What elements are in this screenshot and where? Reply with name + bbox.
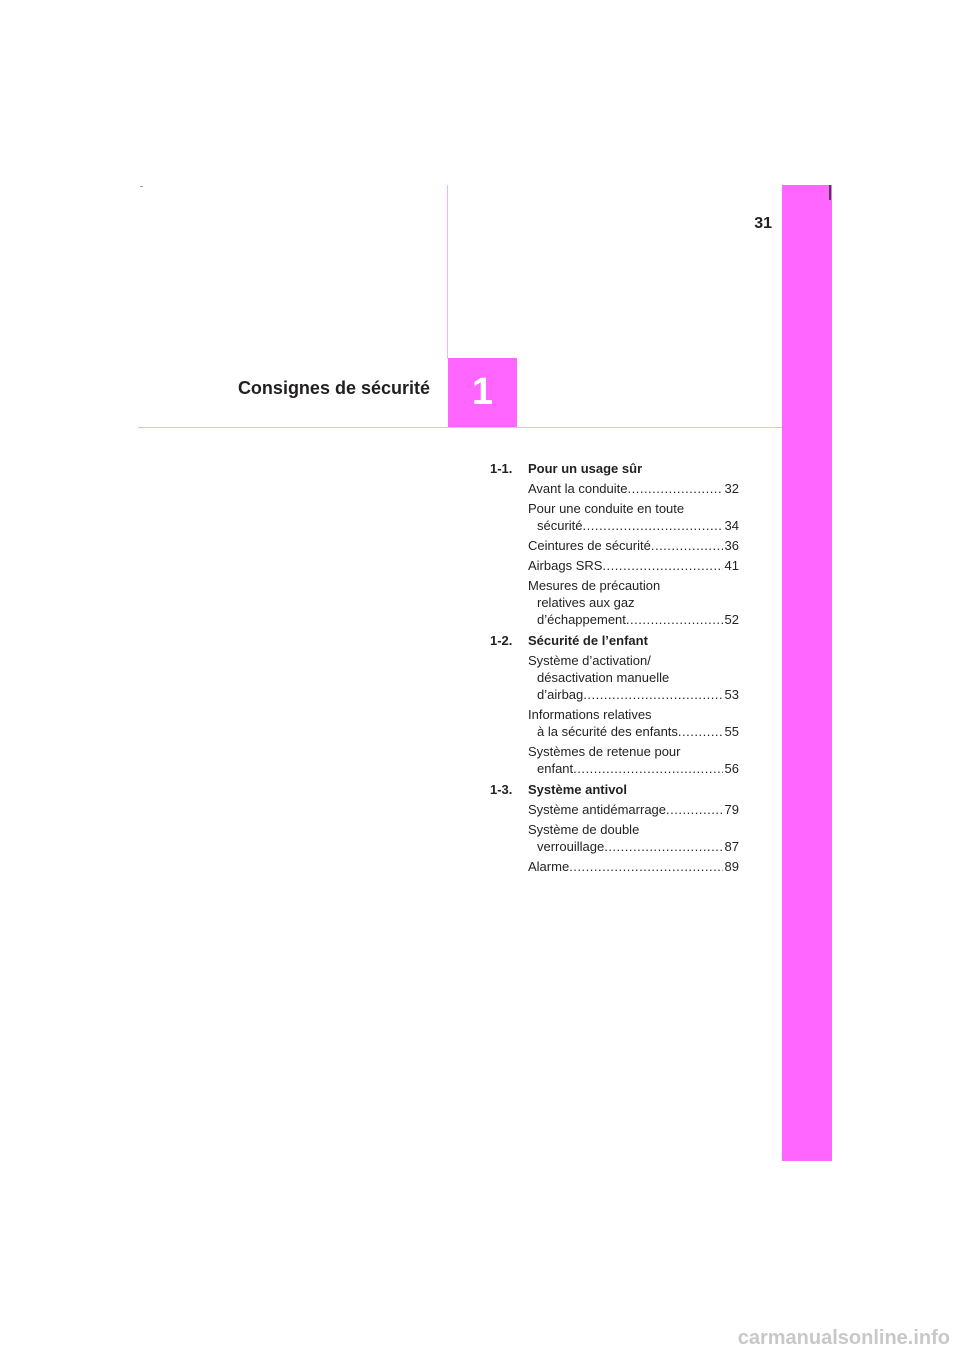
toc-entry-line <box>528 723 739 740</box>
toc-entry-line <box>528 611 739 628</box>
vertical-rule <box>447 185 448 359</box>
toc-entry-text: Système de double <box>528 822 640 837</box>
toc-entry-text: Airbags SRS <box>528 558 603 573</box>
chapter-number: 1 <box>471 371 494 413</box>
toc-entry[interactable] <box>528 537 739 554</box>
toc-entry[interactable] <box>528 577 739 628</box>
toc-entry-text: enfant <box>537 761 574 776</box>
crop-mark-right <box>829 185 831 200</box>
toc-entry-text: Système antidémarrage <box>528 802 667 817</box>
leader-dots <box>678 723 723 740</box>
page-number: 31 <box>754 215 772 232</box>
toc-entry[interactable] <box>528 480 739 497</box>
toc-entry-line <box>528 706 739 723</box>
toc-entry-text: à la sécurité des enfants <box>537 724 678 739</box>
toc-entry-line <box>528 537 739 554</box>
toc-page-number: 53 <box>724 687 739 702</box>
toc-entry-line <box>528 669 739 686</box>
section-number: 1-1. <box>490 461 513 476</box>
toc-entry-text: Informations relatives <box>528 707 652 722</box>
toc-entry-text: Avant la conduite <box>528 481 628 496</box>
toc-entry-text: Alarme <box>528 859 570 874</box>
toc-section <box>490 632 739 777</box>
toc-section <box>490 781 739 875</box>
toc-entry-line <box>528 594 739 611</box>
toc-entry-text: Pour une conduite en toute <box>528 501 685 516</box>
toc-entry-line <box>528 760 739 777</box>
toc-entry-text: Système d’activation/ <box>528 653 651 668</box>
leader-dots <box>602 557 722 574</box>
section-title: Système antivol <box>528 782 627 797</box>
section-number: 1-2. <box>490 633 513 648</box>
table-of-contents <box>490 460 739 879</box>
toc-page-number: 32 <box>724 481 739 496</box>
toc-section-heading[interactable] <box>490 460 739 477</box>
crop-mark <box>140 186 143 187</box>
toc-entry-line <box>528 480 739 497</box>
toc-entry-line <box>528 517 739 534</box>
toc-section-heading[interactable] <box>490 632 739 649</box>
toc-page-number: 56 <box>724 761 739 776</box>
toc-entry-line <box>528 500 739 517</box>
toc-entry[interactable] <box>528 858 739 875</box>
leader-dots <box>651 537 723 554</box>
section-title: Sécurité de l’enfant <box>528 633 648 648</box>
horizontal-rule <box>138 427 782 428</box>
toc-entry-line <box>528 858 739 875</box>
chapter-sidebar-tab <box>782 185 832 1161</box>
toc-page-number: 34 <box>724 518 739 533</box>
toc-entry-text: d’échappement <box>537 612 626 627</box>
toc-entry-line <box>528 838 739 855</box>
leader-dots <box>604 838 722 855</box>
toc-entry-text: Ceintures de sécurité <box>528 538 651 553</box>
leader-dots <box>573 760 722 777</box>
toc-page-number: 41 <box>724 558 739 573</box>
chapter-title: Consignes de sécurité <box>237 378 430 398</box>
leader-dots <box>583 686 722 703</box>
toc-page-number: 79 <box>724 802 739 817</box>
leader-dots <box>583 517 723 534</box>
toc-section-heading[interactable] <box>490 781 739 798</box>
toc-entry[interactable] <box>528 801 739 818</box>
toc-entry-text: sécurité <box>537 518 583 533</box>
leader-dots <box>626 611 723 628</box>
watermark: carmanualsonline.info <box>737 1327 950 1349</box>
toc-entry[interactable] <box>528 706 739 740</box>
chapter-number-box <box>448 358 517 427</box>
toc-page-number: 55 <box>724 724 739 739</box>
section-title: Pour un usage sûr <box>528 461 643 476</box>
toc-entry-line <box>528 686 739 703</box>
leader-dots <box>569 858 722 875</box>
toc-entry-line <box>528 577 739 594</box>
toc-entry[interactable] <box>528 821 739 855</box>
toc-page-number: 36 <box>724 538 739 553</box>
toc-entry[interactable] <box>528 557 739 574</box>
toc-entry-line <box>528 652 739 669</box>
toc-entry-text: désactivation manuelle <box>537 670 670 685</box>
toc-page-number: 89 <box>724 859 739 874</box>
toc-entry-text: d’airbag <box>537 687 584 702</box>
leader-dots <box>666 801 723 818</box>
toc-entry-line <box>528 743 739 760</box>
toc-page-number: 52 <box>724 612 739 627</box>
toc-entry[interactable] <box>528 500 739 534</box>
toc-entry-line <box>528 821 739 838</box>
toc-entry-text: verrouillage <box>537 839 605 854</box>
section-number: 1-3. <box>490 782 513 797</box>
toc-entry-text: Mesures de précaution <box>528 578 661 593</box>
leader-dots <box>628 480 723 497</box>
toc-entry[interactable] <box>528 743 739 777</box>
toc-entry[interactable] <box>528 652 739 703</box>
toc-entry-text: relatives aux gaz <box>537 595 635 610</box>
toc-entry-text: Systèmes de retenue pour <box>528 744 681 759</box>
toc-page-number: 87 <box>724 839 739 854</box>
toc-entry-line <box>528 801 739 818</box>
toc-entry-line <box>528 557 739 574</box>
toc-section <box>490 460 739 628</box>
